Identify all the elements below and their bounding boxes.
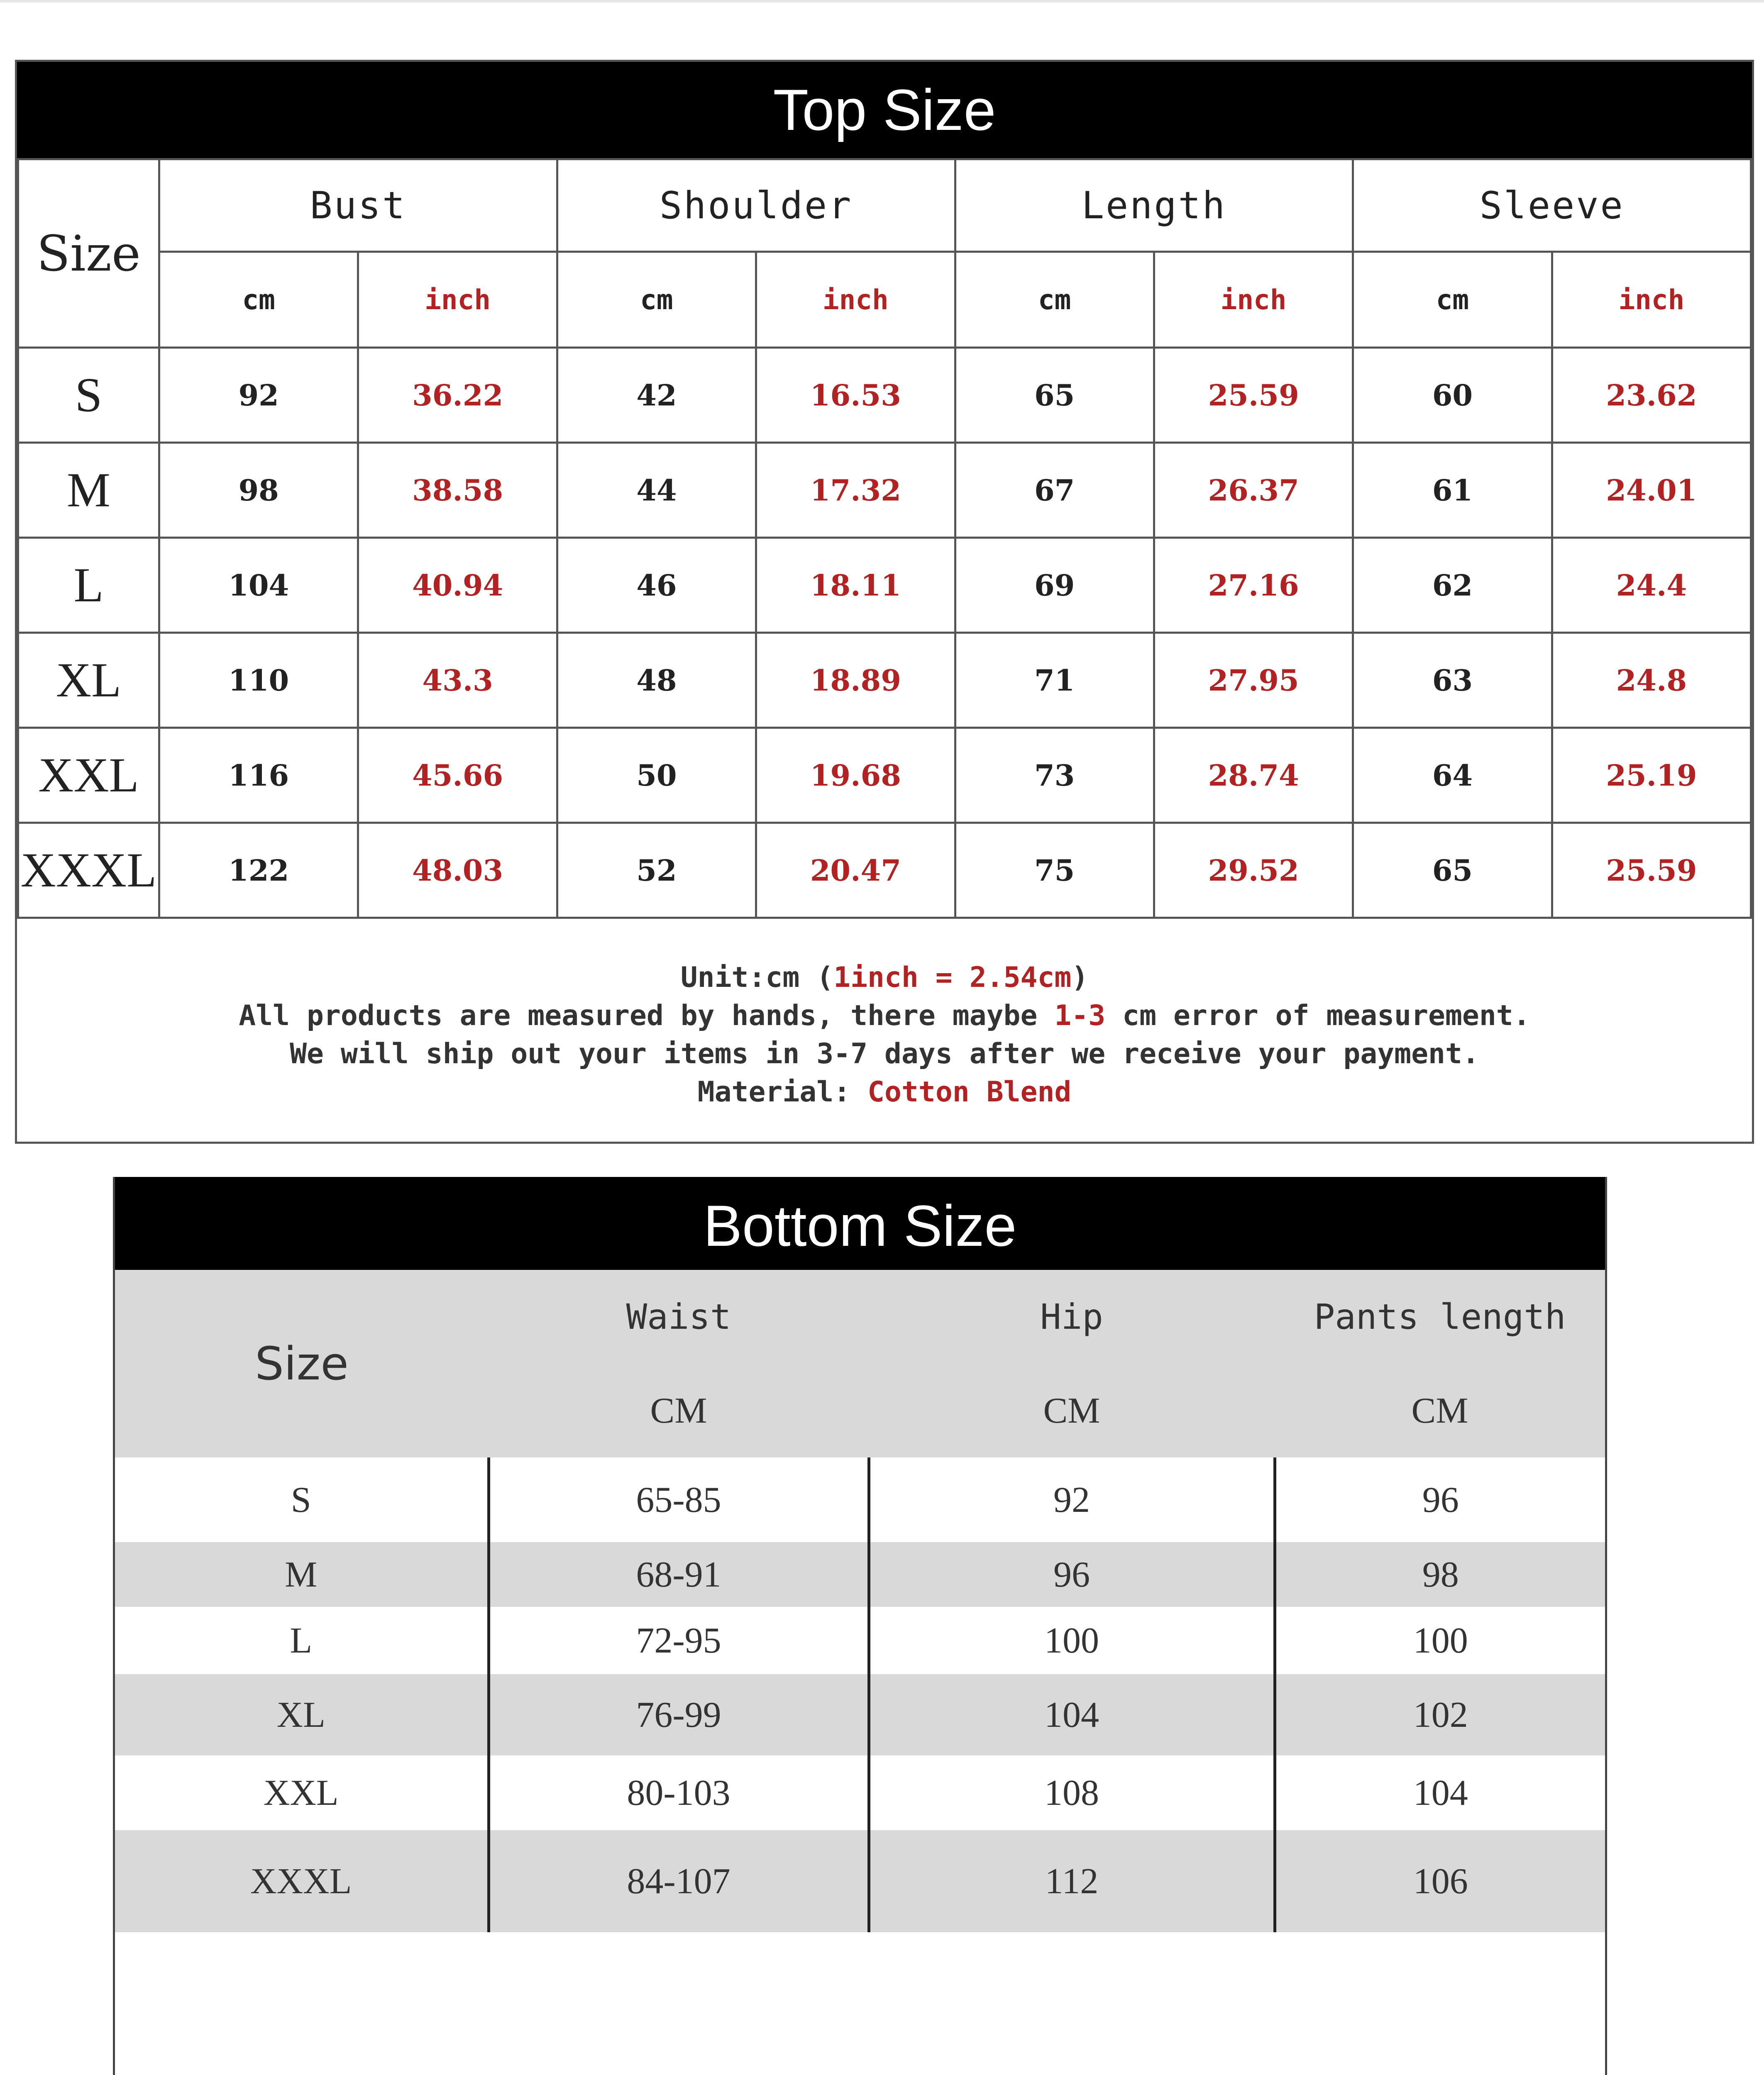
- pants-length-cell: 100: [1275, 1607, 1605, 1674]
- top-size-chart: [15, 60, 1754, 1144]
- note-highlight: Cotton Blend: [867, 1076, 1072, 1108]
- shoulder-cm: 52: [557, 823, 756, 918]
- size-column-header: Size: [115, 1270, 489, 1457]
- size-cell: S: [291, 1479, 311, 1520]
- bust-inch: 38.58: [358, 443, 557, 538]
- length-header: Length: [955, 159, 1353, 252]
- unit-inch: inch: [358, 252, 557, 348]
- size-cell: XXXL: [115, 1830, 489, 1932]
- table-row: [115, 1607, 1605, 1674]
- shoulder-cm: 48: [557, 633, 756, 728]
- unit-inch: inch: [1552, 252, 1751, 348]
- table-row: [115, 1542, 1605, 1607]
- bust-inch: 45.66: [358, 728, 557, 823]
- bust-cm: 122: [159, 823, 358, 918]
- unit-inch: inch: [756, 252, 955, 348]
- bust-cm: 98: [159, 443, 358, 538]
- note-text: Unit:cm (: [680, 961, 834, 994]
- size-column-header: Size: [18, 159, 159, 348]
- pants-length-header: Pants length: [1275, 1270, 1605, 1364]
- unit-cm: cm: [955, 252, 1154, 348]
- waist-header: Waist: [489, 1270, 869, 1364]
- length-cm: 65: [955, 348, 1154, 443]
- top-divider: [0, 0, 1764, 2]
- size-cell: L: [290, 1620, 313, 1661]
- length-cm: 73: [955, 728, 1154, 823]
- top-size-title: Top Size: [17, 62, 1752, 158]
- waist-cell: 84-107: [489, 1830, 869, 1932]
- length-inch: 25.59: [1154, 348, 1353, 443]
- unit-cm: CM: [489, 1364, 869, 1457]
- sleeve-inch: 23.62: [1552, 348, 1751, 443]
- bottom-size-title: Bottom Size: [115, 1177, 1605, 1270]
- bust-inch: 43.3: [358, 633, 557, 728]
- sleeve-cm: 62: [1353, 538, 1552, 633]
- sleeve-header: Sleeve: [1353, 159, 1751, 252]
- sleeve-inch: 25.19: [1552, 728, 1751, 823]
- unit-cm: CM: [869, 1364, 1275, 1457]
- measure-note: [17, 997, 1752, 1035]
- bust-inch: 48.03: [358, 823, 557, 918]
- pants-length-cell: 98: [1275, 1542, 1605, 1607]
- size-cell: XXL: [263, 1772, 339, 1813]
- bust-cm: 104: [159, 538, 358, 633]
- top-size-notes: [17, 919, 1752, 1111]
- sleeve-inch: 24.4: [1552, 538, 1751, 633]
- bust-cm: 92: [159, 348, 358, 443]
- length-cm: 67: [955, 443, 1154, 538]
- size-cell: M: [18, 443, 159, 538]
- waist-cell: 65-85: [489, 1457, 869, 1542]
- table-row: [18, 728, 1751, 823]
- shoulder-cm: 50: [557, 728, 756, 823]
- sleeve-cm: 61: [1353, 443, 1552, 538]
- bottom-size-chart: [113, 1177, 1607, 2075]
- table-row: [18, 348, 1751, 443]
- length-cm: 75: [955, 823, 1154, 918]
- unit-inch: inch: [1154, 252, 1353, 348]
- table-row: [18, 443, 1751, 538]
- shoulder-cm: 44: [557, 443, 756, 538]
- hip-cell: 108: [869, 1755, 1275, 1830]
- waist-cell: 80-103: [489, 1755, 869, 1830]
- length-inch: 29.52: [1154, 823, 1353, 918]
- hip-cell: 112: [869, 1830, 1275, 1932]
- note-text: Material:: [697, 1076, 868, 1108]
- note-highlight: 1-3: [1054, 999, 1106, 1032]
- size-cell: XL: [18, 633, 159, 728]
- sleeve-cm: 63: [1353, 633, 1552, 728]
- shoulder-inch: 19.68: [756, 728, 955, 823]
- waist-cell: 72-95: [489, 1607, 869, 1674]
- shoulder-inch: 20.47: [756, 823, 955, 918]
- shipping-note: We will ship out your items in 3-7 days after we receive your payment.: [290, 1038, 1479, 1070]
- material-note: [17, 1073, 1752, 1111]
- table-row: [115, 1674, 1605, 1755]
- shoulder-cm: 42: [557, 348, 756, 443]
- hip-cell: 100: [869, 1607, 1275, 1674]
- sleeve-cm: 64: [1353, 728, 1552, 823]
- hip-cell: 104: [869, 1674, 1275, 1755]
- hip-cell: 92: [869, 1457, 1275, 1542]
- bust-header: Bust: [159, 159, 557, 252]
- table-row: [18, 538, 1751, 633]
- size-cell: M: [115, 1542, 489, 1607]
- sleeve-inch: 24.8: [1552, 633, 1751, 728]
- unit-cm: CM: [1275, 1364, 1605, 1457]
- shoulder-inch: 18.89: [756, 633, 955, 728]
- pants-length-cell: 102: [1275, 1674, 1605, 1755]
- size-cell: XXXL: [18, 823, 159, 918]
- length-cm: 69: [955, 538, 1154, 633]
- waist-cell: 76-99: [489, 1674, 869, 1755]
- pants-length-cell: 96: [1275, 1457, 1605, 1542]
- table-row: [18, 823, 1751, 918]
- sleeve-inch: 24.01: [1552, 443, 1751, 538]
- sleeve-inch: 25.59: [1552, 823, 1751, 918]
- top-size-table: [17, 158, 1752, 919]
- unit-cm: cm: [1353, 252, 1552, 348]
- note-text: cm error of measurement.: [1105, 999, 1530, 1032]
- length-cm: 71: [955, 633, 1154, 728]
- note-text: ): [1071, 961, 1089, 994]
- hip-cell: 96: [869, 1542, 1275, 1607]
- length-inch: 26.37: [1154, 443, 1353, 538]
- shoulder-cm: 46: [557, 538, 756, 633]
- bust-cm: 116: [159, 728, 358, 823]
- bust-inch: 36.22: [358, 348, 557, 443]
- bust-inch: 40.94: [358, 538, 557, 633]
- shoulder-inch: 18.11: [756, 538, 955, 633]
- waist-cell: 68-91: [489, 1542, 869, 1607]
- sleeve-cm: 60: [1353, 348, 1552, 443]
- pants-length-cell: 106: [1275, 1830, 1605, 1932]
- length-inch: 27.16: [1154, 538, 1353, 633]
- bust-cm: 110: [159, 633, 358, 728]
- shoulder-inch: 17.32: [756, 443, 955, 538]
- table-row: [115, 1755, 1605, 1830]
- size-cell: XL: [115, 1674, 489, 1755]
- unit-cm: cm: [557, 252, 756, 348]
- table-row: [18, 633, 1751, 728]
- note-highlight: 1inch = 2.54cm: [833, 961, 1072, 994]
- size-cell: L: [18, 538, 159, 633]
- size-cell: XXL: [18, 728, 159, 823]
- shoulder-inch: 16.53: [756, 348, 955, 443]
- unit-note: [17, 959, 1752, 997]
- length-inch: 27.95: [1154, 633, 1353, 728]
- bottom-size-table: [115, 1270, 1605, 1932]
- size-cell: S: [18, 348, 159, 443]
- length-inch: 28.74: [1154, 728, 1353, 823]
- table-row: [115, 1830, 1605, 1932]
- sleeve-cm: 65: [1353, 823, 1552, 918]
- note-text: All products are measured by hands, there maybe: [239, 999, 1055, 1032]
- hip-header: Hip: [869, 1270, 1275, 1364]
- table-row: [115, 1457, 1605, 1542]
- unit-cm: cm: [159, 252, 358, 348]
- pants-length-cell: 104: [1275, 1755, 1605, 1830]
- shoulder-header: Shoulder: [557, 159, 955, 252]
